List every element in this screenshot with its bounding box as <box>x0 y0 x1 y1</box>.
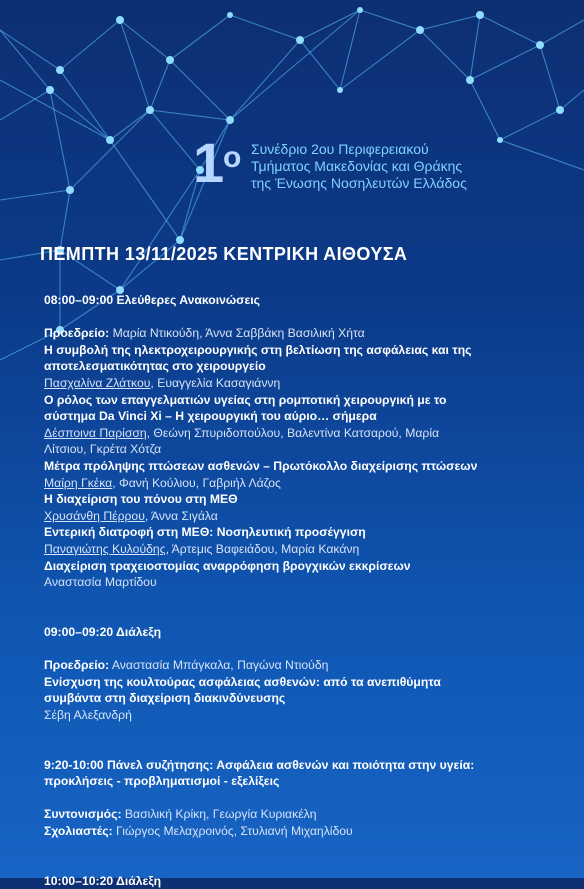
programme <box>44 292 574 889</box>
talk-title: Μέτρα πρόληψης πτώσεων ασθενών – Πρωτόκολλο διαχείρισης πτώσεων <box>44 458 478 473</box>
presenter-name: Δέσποινα Παρίσση <box>44 425 147 440</box>
session-time: 10:00–10:20 Διάλεξη <box>44 873 162 888</box>
co-authors: , Άρτεμις Βαφειάδου, Μαρία Κακάνη <box>165 541 360 556</box>
panel-title: 9:20-10:00 Πάνελ συζήτησης: Ασφάλεια ασθενών και ποιότητα στην υγεία: <box>44 757 475 772</box>
talk-authors <box>44 375 574 392</box>
conference-title <box>251 141 467 192</box>
commentators-label: Σχολιαστές: <box>44 824 113 838</box>
co-authors: , Άννα Σιγάλα <box>144 508 218 523</box>
panel-title: προκλήσεις - προβληματισμοί - εξελίξεις <box>44 774 280 789</box>
co-authors: , Θεώνη Σπυριδοπούλου, Βαλεντίνα Κατσαρού, Μαρία <box>146 425 440 440</box>
talk-title: Ενίσχυση της κουλτούρας ασφάλειας ασθενών: από τα ανεπιθύμητα <box>44 674 441 689</box>
session-time: 09:00–09:20 Διάλεξη <box>44 624 162 639</box>
talk-authors: Σέβη Αλεξανδρή <box>44 707 132 722</box>
talk-title: Διαχείριση τραχειοστομίας αναρρόφηση βρογχικών εκκρίσεων <box>44 558 411 573</box>
conference-number: 1 <box>193 131 225 194</box>
talk-authors <box>44 508 574 525</box>
chair-line <box>44 657 574 674</box>
conference-title-line: της Ένωσης Νοσηλευτών Ελλάδος <box>251 175 467 191</box>
chair-line <box>44 325 574 342</box>
talk-title: Ο ρόλος των επαγγελματιών υγείας στη ρομποτική χειρουργική με το <box>44 392 447 407</box>
chair-names: Μαρία Ντικούδη, Άννα Σαββάκη Βασιλική Χήτα <box>109 326 365 341</box>
chair-names: Αναστασία Μπάγκαλα, Παγώνα Ντιούδη <box>109 658 329 673</box>
talk-title: Η συμβολή της ηλεκτροχειρουργικής στη βελτίωση της ασφάλειας και της <box>44 342 472 357</box>
coordination-line <box>44 806 574 823</box>
presenter-name: Παναγιώτης Κυλούδης <box>44 541 166 556</box>
talk-authors <box>44 475 574 492</box>
talk-authors <box>44 541 574 558</box>
conference-title-line: Τμήματος Μακεδονίας και Θράκης <box>251 158 463 174</box>
talk-title: αποτελεσματικότητας στο χειρουργείο <box>44 359 266 374</box>
talk-title: συμβάντα στη διαχείριση διακινδύνευσης <box>44 691 286 706</box>
talk-title: Η διαχείριση του πόνου στη ΜΕΘ <box>44 492 238 507</box>
presenter-name: Πασχαλίνα Ζλάτκου <box>44 375 151 390</box>
day-title: ΠΕΜΠΤΗ 13/11/2025 ΚΕΝΤΡΙΚΗ ΑΙΘΟΥΣΑ <box>40 244 408 264</box>
presenter-name: Μαίρη Γκέκα <box>44 475 113 490</box>
coordination-names: Βασιλική Κρίκη, Γεωργία Κυριακέλη <box>121 807 317 822</box>
ordinal-suffix: ο <box>223 141 242 174</box>
conference-title-line: Συνέδριο 2ου Περιφερειακού <box>251 141 429 157</box>
commentators-line <box>44 823 574 840</box>
coordination-label: Συντονισμός: <box>44 807 122 822</box>
talk-title: Εντερική διατροφή στη ΜΕΘ: Νοσηλευτική προσέγγιση <box>44 525 366 540</box>
talk-authors <box>44 425 574 442</box>
presenter-name: Χρυσάνθη Πέρρου <box>44 508 145 523</box>
chair-label: Προεδρείο: <box>44 658 110 673</box>
co-authors: , Ευαγγελία Κασαγιάννη <box>150 375 281 390</box>
session-time: 08:00–09:00 Ελεύθερες Ανακοινώσεις <box>44 293 261 307</box>
talk-title: σύστημα Da Vinci Xi – Η χειρουργική του αύριο… σήμερα <box>44 409 377 424</box>
commentators-names: Γιώργος Μελαχροινός, Στυλιανή Μιχαηλίδου <box>112 824 353 838</box>
co-authors: , Φανή Κούλιου, Γαβριήλ Λάζος <box>112 475 281 490</box>
talk-authors: Αναστασία Μαρτίδου <box>44 575 157 590</box>
co-authors: Λίτσιου, Γκρέτα Χότζα <box>44 442 162 457</box>
chair-label: Προεδρείο: <box>44 326 110 341</box>
